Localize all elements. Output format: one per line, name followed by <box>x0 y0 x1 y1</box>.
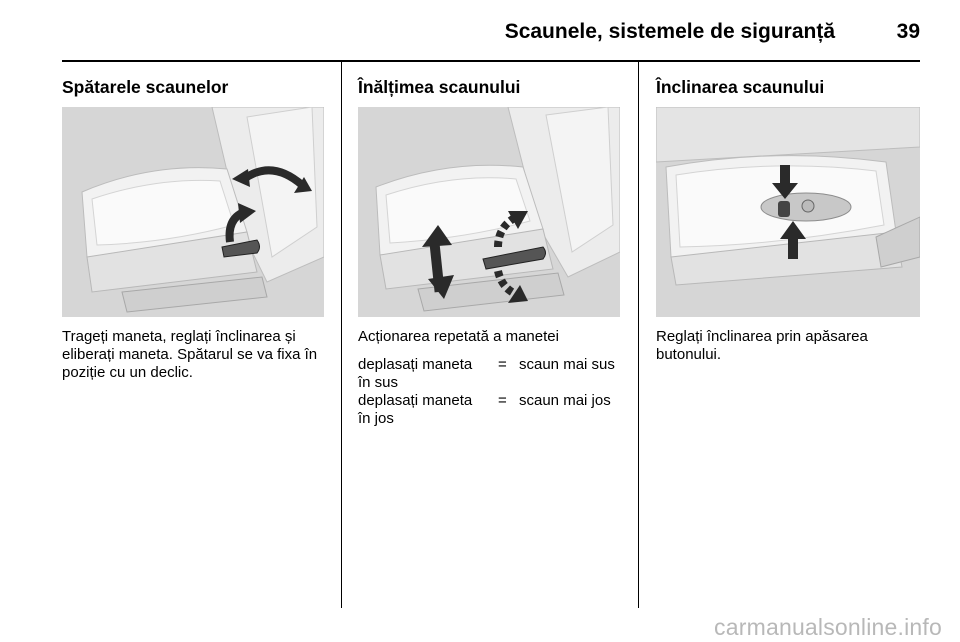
column-divider <box>341 60 342 608</box>
page-number: 39 <box>896 20 920 43</box>
section-title: Înclinarea scaunului <box>656 77 825 97</box>
section-text: Reglați înclinarea prin apăsarea butonului. <box>656 328 868 363</box>
page-header <box>62 0 920 62</box>
section-text: Acționarea repetată a manetei <box>358 328 559 345</box>
definition-value: scaun mai jos <box>519 392 611 409</box>
section-text: Trageți maneta, reglați înclinarea și eliberați maneta. Spătarul se va fixa în poziție cu un declic. <box>62 328 318 381</box>
seat-height-lever-illustration <box>358 107 620 317</box>
seat-tilt-button-illustration <box>656 107 920 317</box>
definition-row <box>358 356 620 392</box>
watermark: carmanualsonline.info <box>714 614 942 640</box>
definition-table <box>358 356 620 428</box>
section-title: Înălțimea scaunului <box>358 77 521 97</box>
definition-separator: = <box>498 356 507 373</box>
column-divider <box>638 60 639 608</box>
running-title: Scaunele, sistemele de siguranță <box>504 20 835 43</box>
section-seat-backrests <box>62 60 324 608</box>
section-title: Spătarele scaunelor <box>62 77 229 97</box>
definition-row <box>358 392 620 428</box>
definition-term: deplasați maneta în sus <box>358 356 473 391</box>
definition-value: scaun mai sus <box>519 356 615 373</box>
section-seat-height <box>358 60 620 608</box>
definition-separator: = <box>498 392 507 409</box>
section-seat-tilt <box>656 60 920 608</box>
seat-backrest-recline-illustration <box>62 107 324 317</box>
definition-term: deplasați maneta în jos <box>358 392 473 427</box>
